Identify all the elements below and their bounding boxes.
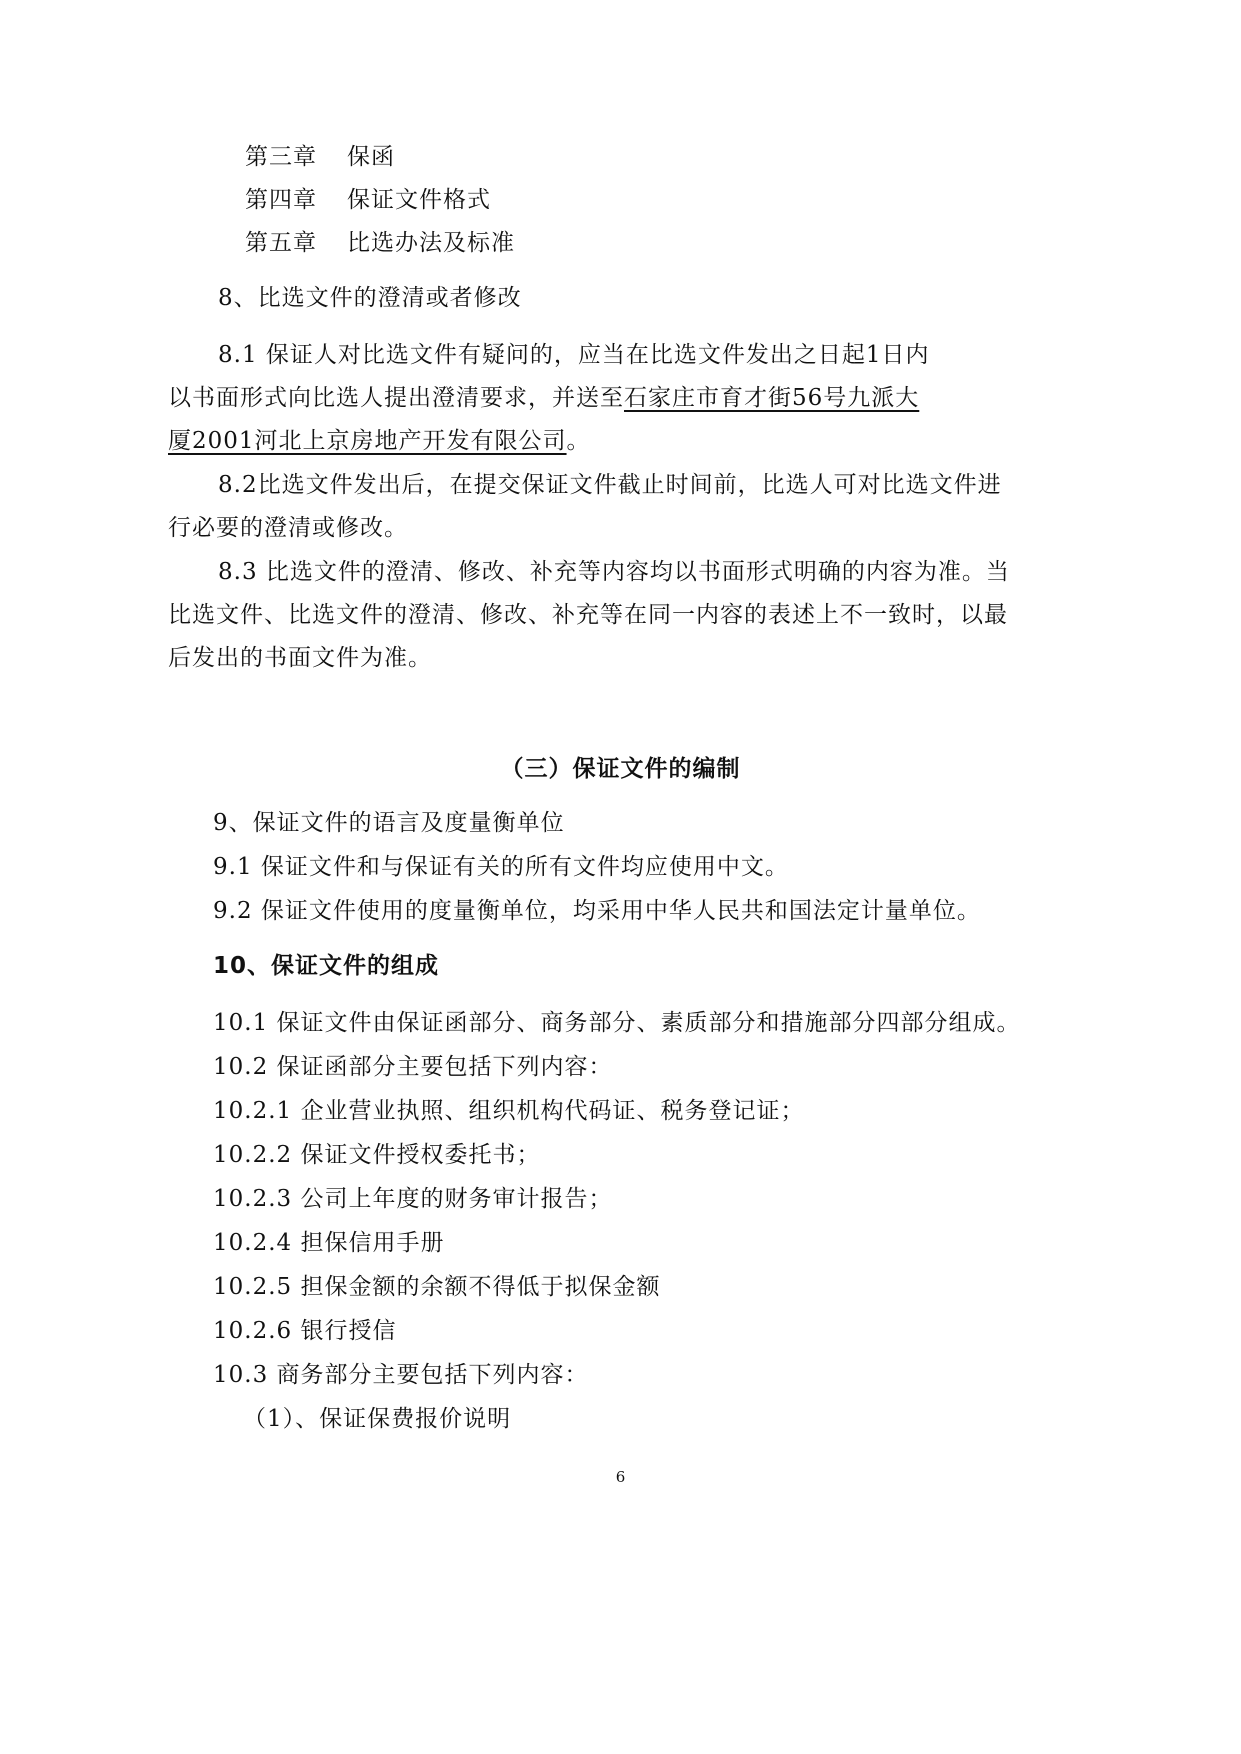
paragraph-8-3-line-3: 后发出的书面文件为准。 <box>168 645 432 671</box>
list-item: 10.2.2 保证文件授权委托书； <box>213 1142 541 1168</box>
paragraph-text: 以书面形式向比选人提出澄清要求，并送至 <box>168 385 624 411</box>
section-9-heading: 9、保证文件的语言及度量衡单位 <box>213 810 565 836</box>
toc-chapter-number: 第五章 <box>245 230 317 256</box>
paragraph-8-1-line-2 <box>168 383 919 413</box>
list-item: 10.2 保证函部分主要包括下列内容： <box>213 1054 613 1080</box>
list-item: 10.2.5 担保金额的余额不得低于拟保金额 <box>213 1274 661 1300</box>
paragraph-8-2-line-1: 8.2比选文件发出后，在提交保证文件截止时间前，比选人可对比选文件进 <box>218 472 1002 498</box>
list-item: 10.2.1 企业营业执照、组织机构代码证、税务登记证； <box>213 1098 805 1124</box>
paragraph-8-3-line-1: 8.3 比选文件的澄清、修改、补充等内容均以书面形式明确的内容为准。当 <box>218 559 1010 585</box>
paragraph-text: 。 <box>566 428 591 454</box>
paragraph-8-1-line-3 <box>168 426 591 456</box>
list-item: 10.2.4 担保信用手册 <box>213 1230 445 1256</box>
paragraph-9-1: 9.1 保证文件和与保证有关的所有文件均应使用中文。 <box>213 854 789 880</box>
toc-line <box>245 185 491 215</box>
sub-list-item: （1）、保证保费报价说明 <box>243 1406 512 1432</box>
list-item: 10.2.3 公司上年度的财务审计报告； <box>213 1186 613 1212</box>
paragraph-9-2: 9.2 保证文件使用的度量衡单位，均采用中华人民共和国法定计量单位。 <box>213 898 981 924</box>
toc-chapter-title: 保证文件格式 <box>347 187 491 213</box>
list-item: 10.1 保证文件由保证函部分、商务部分、素质部分和措施部分四部分组成。 <box>213 1010 1021 1036</box>
list-item: 10.3 商务部分主要包括下列内容： <box>213 1362 589 1388</box>
toc-chapter-title: 保函 <box>347 144 395 170</box>
page-number: 6 <box>615 1468 626 1486</box>
section-3-title: （三）保证文件的编制 <box>500 756 741 782</box>
toc-chapter-number: 第三章 <box>245 144 317 170</box>
paragraph-8-2-line-2: 行必要的澄清或修改。 <box>168 515 408 541</box>
section-10-heading: 10、保证文件的组成 <box>213 953 440 979</box>
address-underlined: 石家庄市育才街56号九派大 <box>624 385 920 411</box>
company-underlined: 厦2001河北上京房地产开发有限公司 <box>168 428 567 454</box>
toc-chapter-title: 比选办法及标准 <box>347 230 515 256</box>
toc-chapter-number: 第四章 <box>245 187 317 213</box>
toc-line <box>245 228 515 258</box>
toc-line <box>245 142 395 172</box>
section-8-heading: 8、比选文件的澄清或者修改 <box>218 285 522 311</box>
paragraph-8-1-line-1: 8.1 保证人对比选文件有疑问的，应当在比选文件发出之日起1日内 <box>218 342 930 368</box>
paragraph-8-3-line-2: 比选文件、比选文件的澄清、修改、补充等在同一内容的表述上不一致时，以最 <box>168 602 1008 628</box>
list-item: 10.2.6 银行授信 <box>213 1318 397 1344</box>
